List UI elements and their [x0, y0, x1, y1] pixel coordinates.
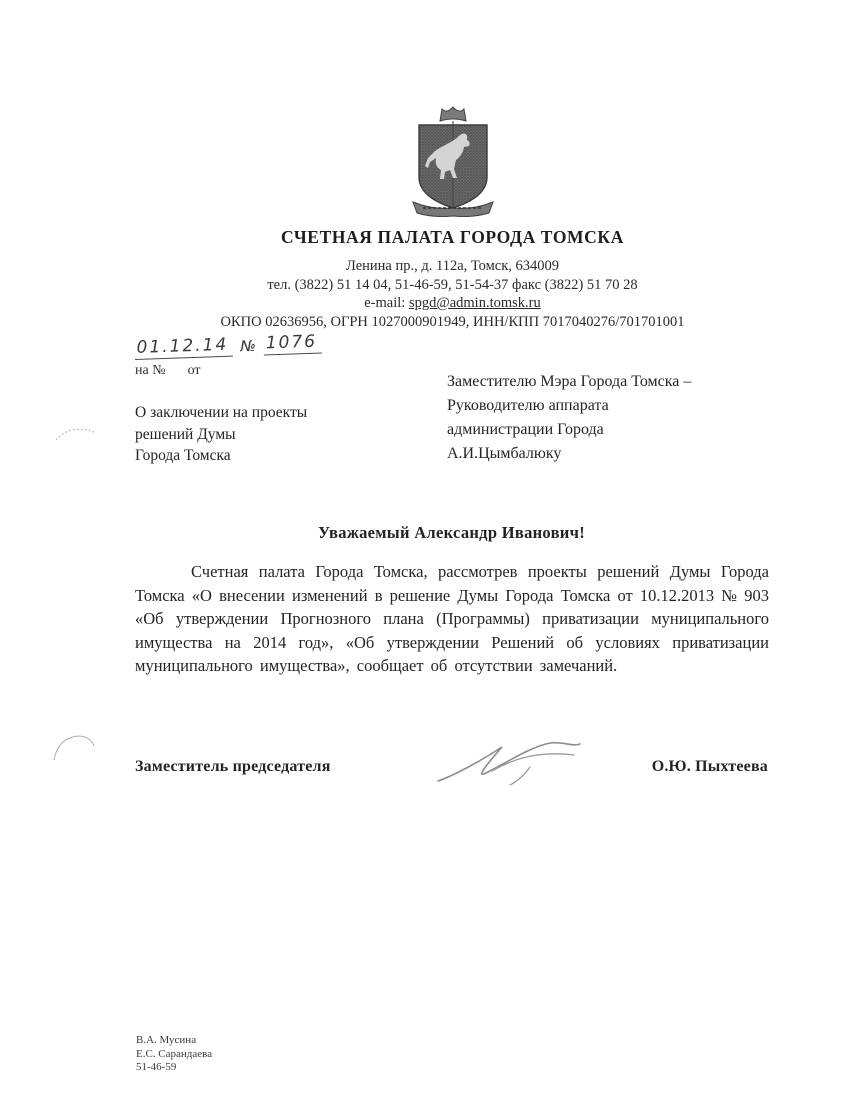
handwritten-reference: [134, 329, 385, 360]
executor-name: Е.С. Сарандаева: [136, 1047, 213, 1060]
recipient-line: Заместителю Мэра Города Томска –: [447, 373, 692, 390]
phone-line: тел. (3822) 51 14 04, 51-46-59, 51-54-37 факс (3822) 51 70 28: [267, 276, 638, 293]
reply-suffix: от: [187, 363, 201, 378]
reply-reference-line: [135, 363, 385, 379]
registry-line: ОКПО 02636956, ОГРН 1027000901949, ИНН/КПП 7017040276/701701001: [220, 313, 685, 330]
recipient-line: администрации Города: [447, 421, 604, 438]
body-paragraph: Счетная палата Города Томска, рассмотрев проекты решений Думы Города Томска «О внесении изменений в решение Думы Города Томска от 10.12.2013 № 903 «Об утверждении Прогнозного плана (Программы) приватизации муниципального имущества на 2014 год», «Об утверждении Решений об условиях приватизации муниципального имущества», сообщает об отсутствии замечаний.: [135, 562, 769, 676]
recipient-line: Руководителю аппарата: [447, 397, 609, 414]
recipient-line: А.И.Цымбалюку: [447, 445, 562, 462]
email-label: e-mail:: [364, 295, 406, 311]
signer-name: О.Ю. Пыхтеева: [651, 758, 768, 775]
letterhead: [135, 105, 770, 331]
salutation: Уважаемый Александр Иванович!: [318, 523, 585, 542]
tomsk-coat-of-arms-icon: [407, 105, 499, 217]
reply-prefix: на №: [135, 363, 166, 378]
number-sign: №: [239, 336, 257, 356]
address-line: Ленина пр., д. 112а, Томск, 634009: [345, 258, 560, 274]
outgoing-date: 01.12.14: [134, 335, 232, 360]
subject-line: решений Думы: [135, 425, 236, 443]
subject-line: О заключении на проекты: [135, 404, 308, 421]
executor-name: В.А. Мусина: [136, 1034, 197, 1046]
outgoing-number: 1076: [263, 332, 321, 356]
executor-block: [136, 1034, 212, 1075]
scan-artifact-arc-icon: [50, 420, 105, 448]
recipient-block: [447, 370, 777, 466]
organization-name: СЧЕТНАЯ ПАЛАТА ГОРОДА ТОМСКА: [281, 227, 624, 247]
signer-position: Заместитель председателя: [135, 758, 331, 775]
letterhead-contact-block: [135, 257, 770, 331]
email-line: [135, 294, 770, 313]
subject-block: [135, 402, 385, 467]
executor-phone: 51-46-59: [136, 1061, 177, 1073]
email-address: spgd@admin.tomsk.ru: [408, 295, 541, 311]
signature-row: [135, 758, 768, 776]
scan-artifact-arc-icon: [48, 730, 103, 764]
reference-block: [135, 331, 385, 379]
subject-line: Города Томска: [135, 447, 231, 464]
